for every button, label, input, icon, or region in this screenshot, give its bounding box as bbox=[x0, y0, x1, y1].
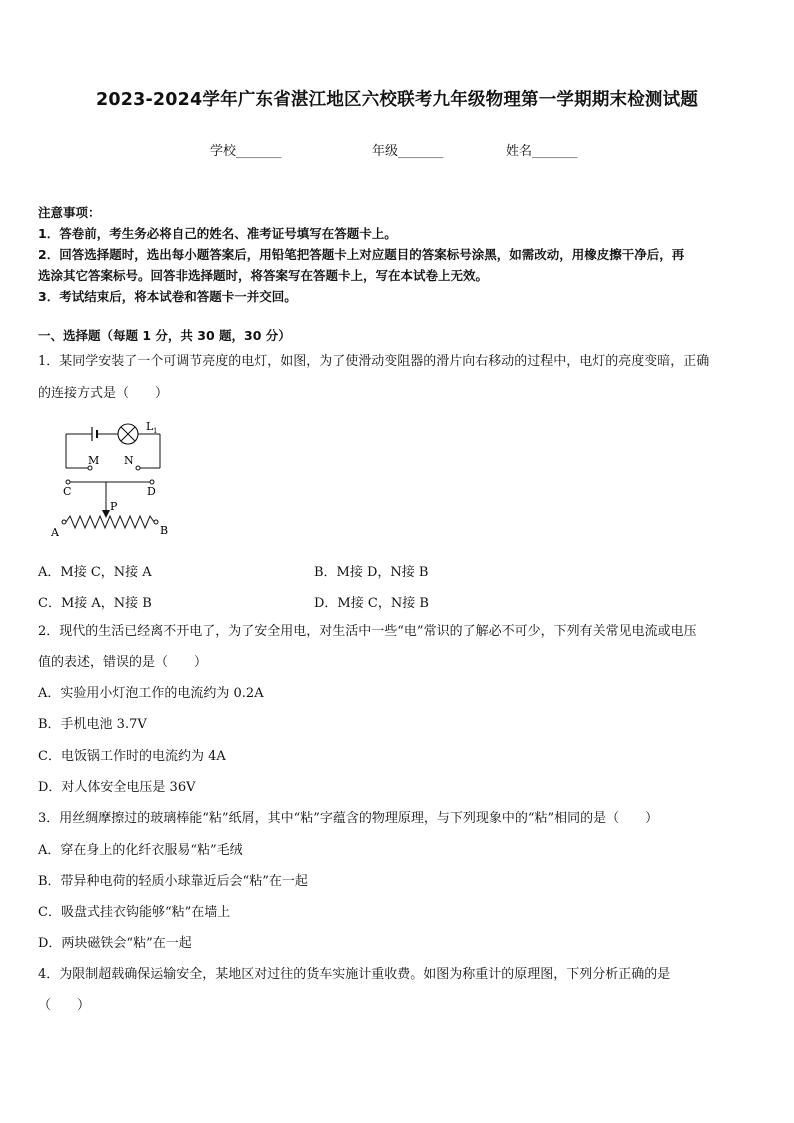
label-b: B bbox=[160, 524, 169, 537]
slider-arrow bbox=[102, 510, 110, 518]
lamp-label-sub: 1 bbox=[153, 427, 158, 435]
q2-option-d: D．对人体安全电压是 36V bbox=[38, 780, 196, 795]
q2-stem-line1: 2．现代的生活已经离不开电了，为了安全用电，对生活中一些“电”常识的了解必不可少，下列有关常见电流或电压 bbox=[38, 624, 697, 639]
q1-option-b: B．M接 D，N接 B bbox=[314, 565, 429, 580]
q3-stem-line1: 3．用丝绸摩擦过的玻璃棒能“粘”纸屑，其中“粘”字蕴含的物理原理，与下列现象中的“粘”相同的是（ ） bbox=[38, 811, 659, 826]
q1-option-c: C．M接 A，N接 B bbox=[38, 596, 152, 611]
section-title: 一、选择题（每题 1 分，共 30 题，30 分） bbox=[38, 328, 291, 343]
grade-field: 年级_______ bbox=[372, 144, 444, 159]
label-n: N bbox=[124, 454, 134, 467]
q2-option-a: A．实验用小灯泡工作的电流约为 0.2A bbox=[38, 686, 264, 701]
terminal-a bbox=[62, 520, 66, 524]
terminal-c bbox=[66, 480, 70, 484]
label-m: M bbox=[88, 454, 100, 467]
q2-option-b: B．手机电池 3.7V bbox=[38, 717, 147, 732]
name-field: 姓名_______ bbox=[506, 144, 578, 159]
note-item: 2．回答选择题时，选出每小题答案后，用铅笔把答题卡上对应题目的答案标号涂黑，如需改动，用橡皮擦干净后，再 bbox=[38, 247, 685, 262]
q2-option-c: C．电饭锅工作时的电流约为 4A bbox=[38, 749, 226, 764]
q4-stem-line1: 4．为限制超载确保运输安全，某地区对过往的货车实施计重收费。如图为称重计的原理图，下列分析正确的是 bbox=[38, 967, 671, 982]
note-item: 选涂其它答案标号。回答非选择题时，将答案写在答题卡上，写在本试卷上无效。 bbox=[38, 268, 489, 283]
notes-heading: 注意事项： bbox=[38, 205, 101, 220]
school-field: 学校_______ bbox=[210, 144, 282, 159]
q1-option-a: A．M接 C，N接 A bbox=[38, 565, 152, 580]
battery-symbol bbox=[92, 427, 97, 441]
note-item: 3．考试结束后，将本试卷和答题卡一并交回。 bbox=[38, 289, 297, 304]
notes-block bbox=[38, 202, 758, 307]
q2-stem-line2: 值的表述，错误的是（ ） bbox=[38, 655, 208, 670]
lamp-symbol bbox=[118, 424, 138, 444]
terminal-n bbox=[136, 466, 140, 470]
page-title: 2023-2024学年广东省湛江地区六校联考九年级物理第一学期期末检测试题 bbox=[95, 90, 699, 110]
terminal-d bbox=[150, 480, 154, 484]
q1-circuit-diagram bbox=[44, 414, 184, 542]
q3-option-d: D．两块磁铁会“粘”在一起 bbox=[38, 936, 192, 951]
resistor-zigzag bbox=[66, 516, 154, 528]
q3-option-b: B．带异种电荷的轻质小球靠近后会“粘”在一起 bbox=[38, 874, 308, 889]
q1-stem-line2: 的连接方式是（ ） bbox=[38, 386, 169, 401]
label-p: P bbox=[110, 500, 118, 513]
q1-option-d: D．M接 C，N接 B bbox=[314, 596, 429, 611]
label-d: D bbox=[147, 485, 156, 498]
q1-stem-line1: 1．某同学安装了一个可调节亮度的电灯，如图，为了使滑动变阻器的滑片向右移动的过程中，电灯的亮度变暗，正确 bbox=[38, 354, 710, 369]
terminal-b bbox=[154, 520, 158, 524]
note-item: 1．答卷前，考生务必将自己的姓名、准考证号填写在答题卡上。 bbox=[38, 226, 397, 241]
label-c: C bbox=[63, 485, 72, 498]
q4-stem-line2: （ ） bbox=[38, 998, 91, 1013]
q3-option-c: C．吸盘式挂衣钩能够“粘”在墙上 bbox=[38, 905, 231, 920]
label-a: A bbox=[51, 526, 59, 539]
lamp-label: L bbox=[146, 420, 154, 433]
q3-option-a: A．穿在身上的化纤衣服易“粘”毛绒 bbox=[38, 843, 243, 858]
